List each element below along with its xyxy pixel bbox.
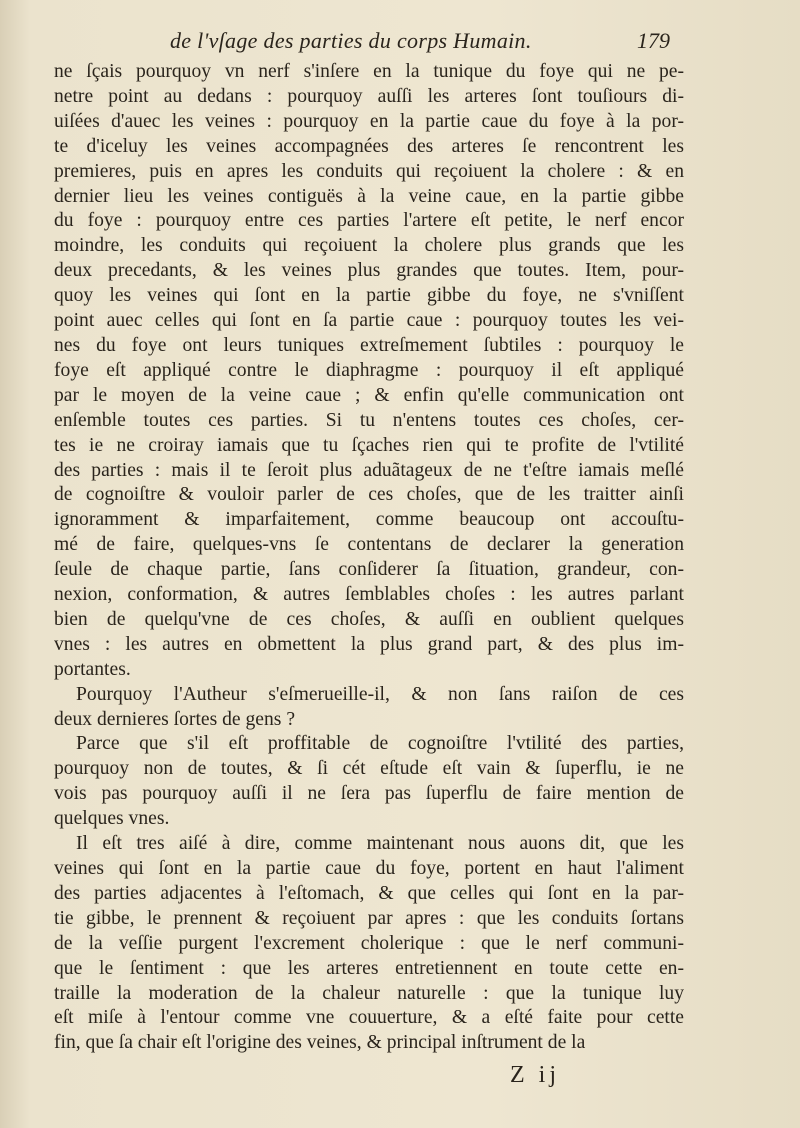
text-line: quelques vnes. [54, 808, 170, 830]
page-number: 179 [637, 28, 670, 53]
text-line: Il eſt tres aiſé à dire, comme maintenant nous auons dit, que les [76, 833, 684, 855]
signature-mark: Z ij [510, 1062, 560, 1088]
text-line: tie gibbe, le prennent & reçoiuent par apres : que les conduits ſortans [54, 907, 684, 929]
text-line: vois pas pourquoy auſſi il ne ſera pas ſuperflu de faire mention de [54, 783, 684, 805]
paragraph [54, 832, 684, 1056]
text-line: des parties adjacentes à l'eſtomach, & que celles qui ſont en la par- [54, 882, 684, 904]
text-line: netre point au dedans : pourquoy auſſi les arteres ſont touſiours di- [54, 85, 684, 107]
text-line: vnes : les autres en obmettent la plus grand part, & des plus im- [54, 633, 684, 655]
text-line: mé de faire, quelques-vns ſe contentans de declarer la generation [54, 534, 684, 556]
text-line: veines qui ſont en la partie caue du foye, portent en haut l'aliment [54, 858, 684, 879]
text-line: fin, que ſa chair eſt l'origine des veines, & principal inſtrument de la [54, 1032, 586, 1054]
paragraph [54, 60, 684, 683]
text-line: premieres, puis en apres les conduits qui reçoiuent la cholere : & en [54, 160, 684, 182]
text-line: deux precedants, & les veines plus grandes que toutes. Item, pour- [54, 260, 684, 282]
text-line: de la veſſie purgent l'excrement cholerique : que le nerf communi- [54, 932, 684, 954]
text-line: foye eſt appliqué contre le diaphragme : pourquoy il eſt appliqué [54, 359, 684, 381]
text-line: ne ſçais pourquoy vn nerf s'inſere en la tunique du foye qui ne pe- [54, 61, 684, 82]
page-header [170, 28, 670, 58]
text-line: moindre, les conduits qui reçoiuent la cholere plus grands que les [54, 235, 684, 257]
text-line: point auec celles qui ſont en ſa partie caue : pourquoy toutes les vei- [54, 310, 684, 332]
text-line: nes du foye ont leurs tuniques extreſmement ſubtiles : pourquoy le [54, 334, 684, 356]
text-line: deux dernieres ſortes de gens ? [54, 708, 296, 730]
text-line: traille la moderation de la chaleur naturelle : que la tunique luy [54, 982, 684, 1004]
text-line: quoy les veines qui ſont en la partie gibbe du foye, ne s'vniſſent [54, 285, 684, 307]
text-line: ſeule de chaque partie, ſans conſiderer ſa ſituation, grandeur, con- [54, 559, 684, 581]
running-head: de l'vſage des parties du corps Humain. [170, 28, 532, 53]
text-line: Pourquoy l'Autheur s'eſmerueille-il, & non ſans raiſon de ces [76, 683, 684, 705]
text-line: Parce que s'il eſt proffitable de cognoiſtre l'vtilité des parties, [76, 733, 684, 755]
text-line: tes ie ne croiray iamais que tu ſçaches rien qui te profite de l'vtilité [54, 434, 684, 456]
paragraph [54, 732, 684, 832]
paragraph [54, 683, 684, 733]
text-line: pourquoy non de toutes, & ſi cét eſtude eſt vain & ſuperflu, ie ne [54, 758, 684, 780]
text-line: uiſées d'auec les veines : pourquoy en la partie caue du foye à la por- [54, 110, 684, 132]
text-line: des parties : mais il te ſeroit plus aduãtageux de ne t'eſtre iamais meſlé [54, 459, 684, 481]
text-line: te d'iceluy les veines accompagnées des arteres ſe rencontrent les [54, 135, 684, 157]
text-line: ignoramment & imparfaitement, comme beaucoup ont accouſtu- [54, 509, 684, 531]
text-line: par le moyen de la veine caue ; & enfin qu'elle communication ont [54, 384, 684, 406]
text-line: enſemble toutes ces parties. Si tu n'entens toutes ces choſes, cer- [54, 409, 684, 431]
text-line: du foye : pourquoy entre ces parties l'artere eſt petite, le nerf encor [54, 210, 684, 232]
text-line: bien de quelqu'vne de ces choſes, & auſſi en oublient quelques [54, 608, 684, 630]
text-line: que le ſentiment : que les arteres entretiennent en toute cette en- [54, 957, 684, 979]
text-line: dernier lieu les veines contiguës à la veine caue, en la partie gibbe [54, 185, 684, 207]
text-line: de cognoiſtre & vouloir parler de ces choſes, que de les traitter ainſi [54, 484, 684, 506]
text-line: portantes. [54, 658, 131, 680]
text-line: eſt miſe à l'entour comme vne couuerture, & a eſté faite pour cette [54, 1007, 684, 1029]
body-text [54, 60, 684, 1056]
text-line: nexion, conformation, & autres ſemblables choſes : les autres parlant [54, 584, 684, 606]
